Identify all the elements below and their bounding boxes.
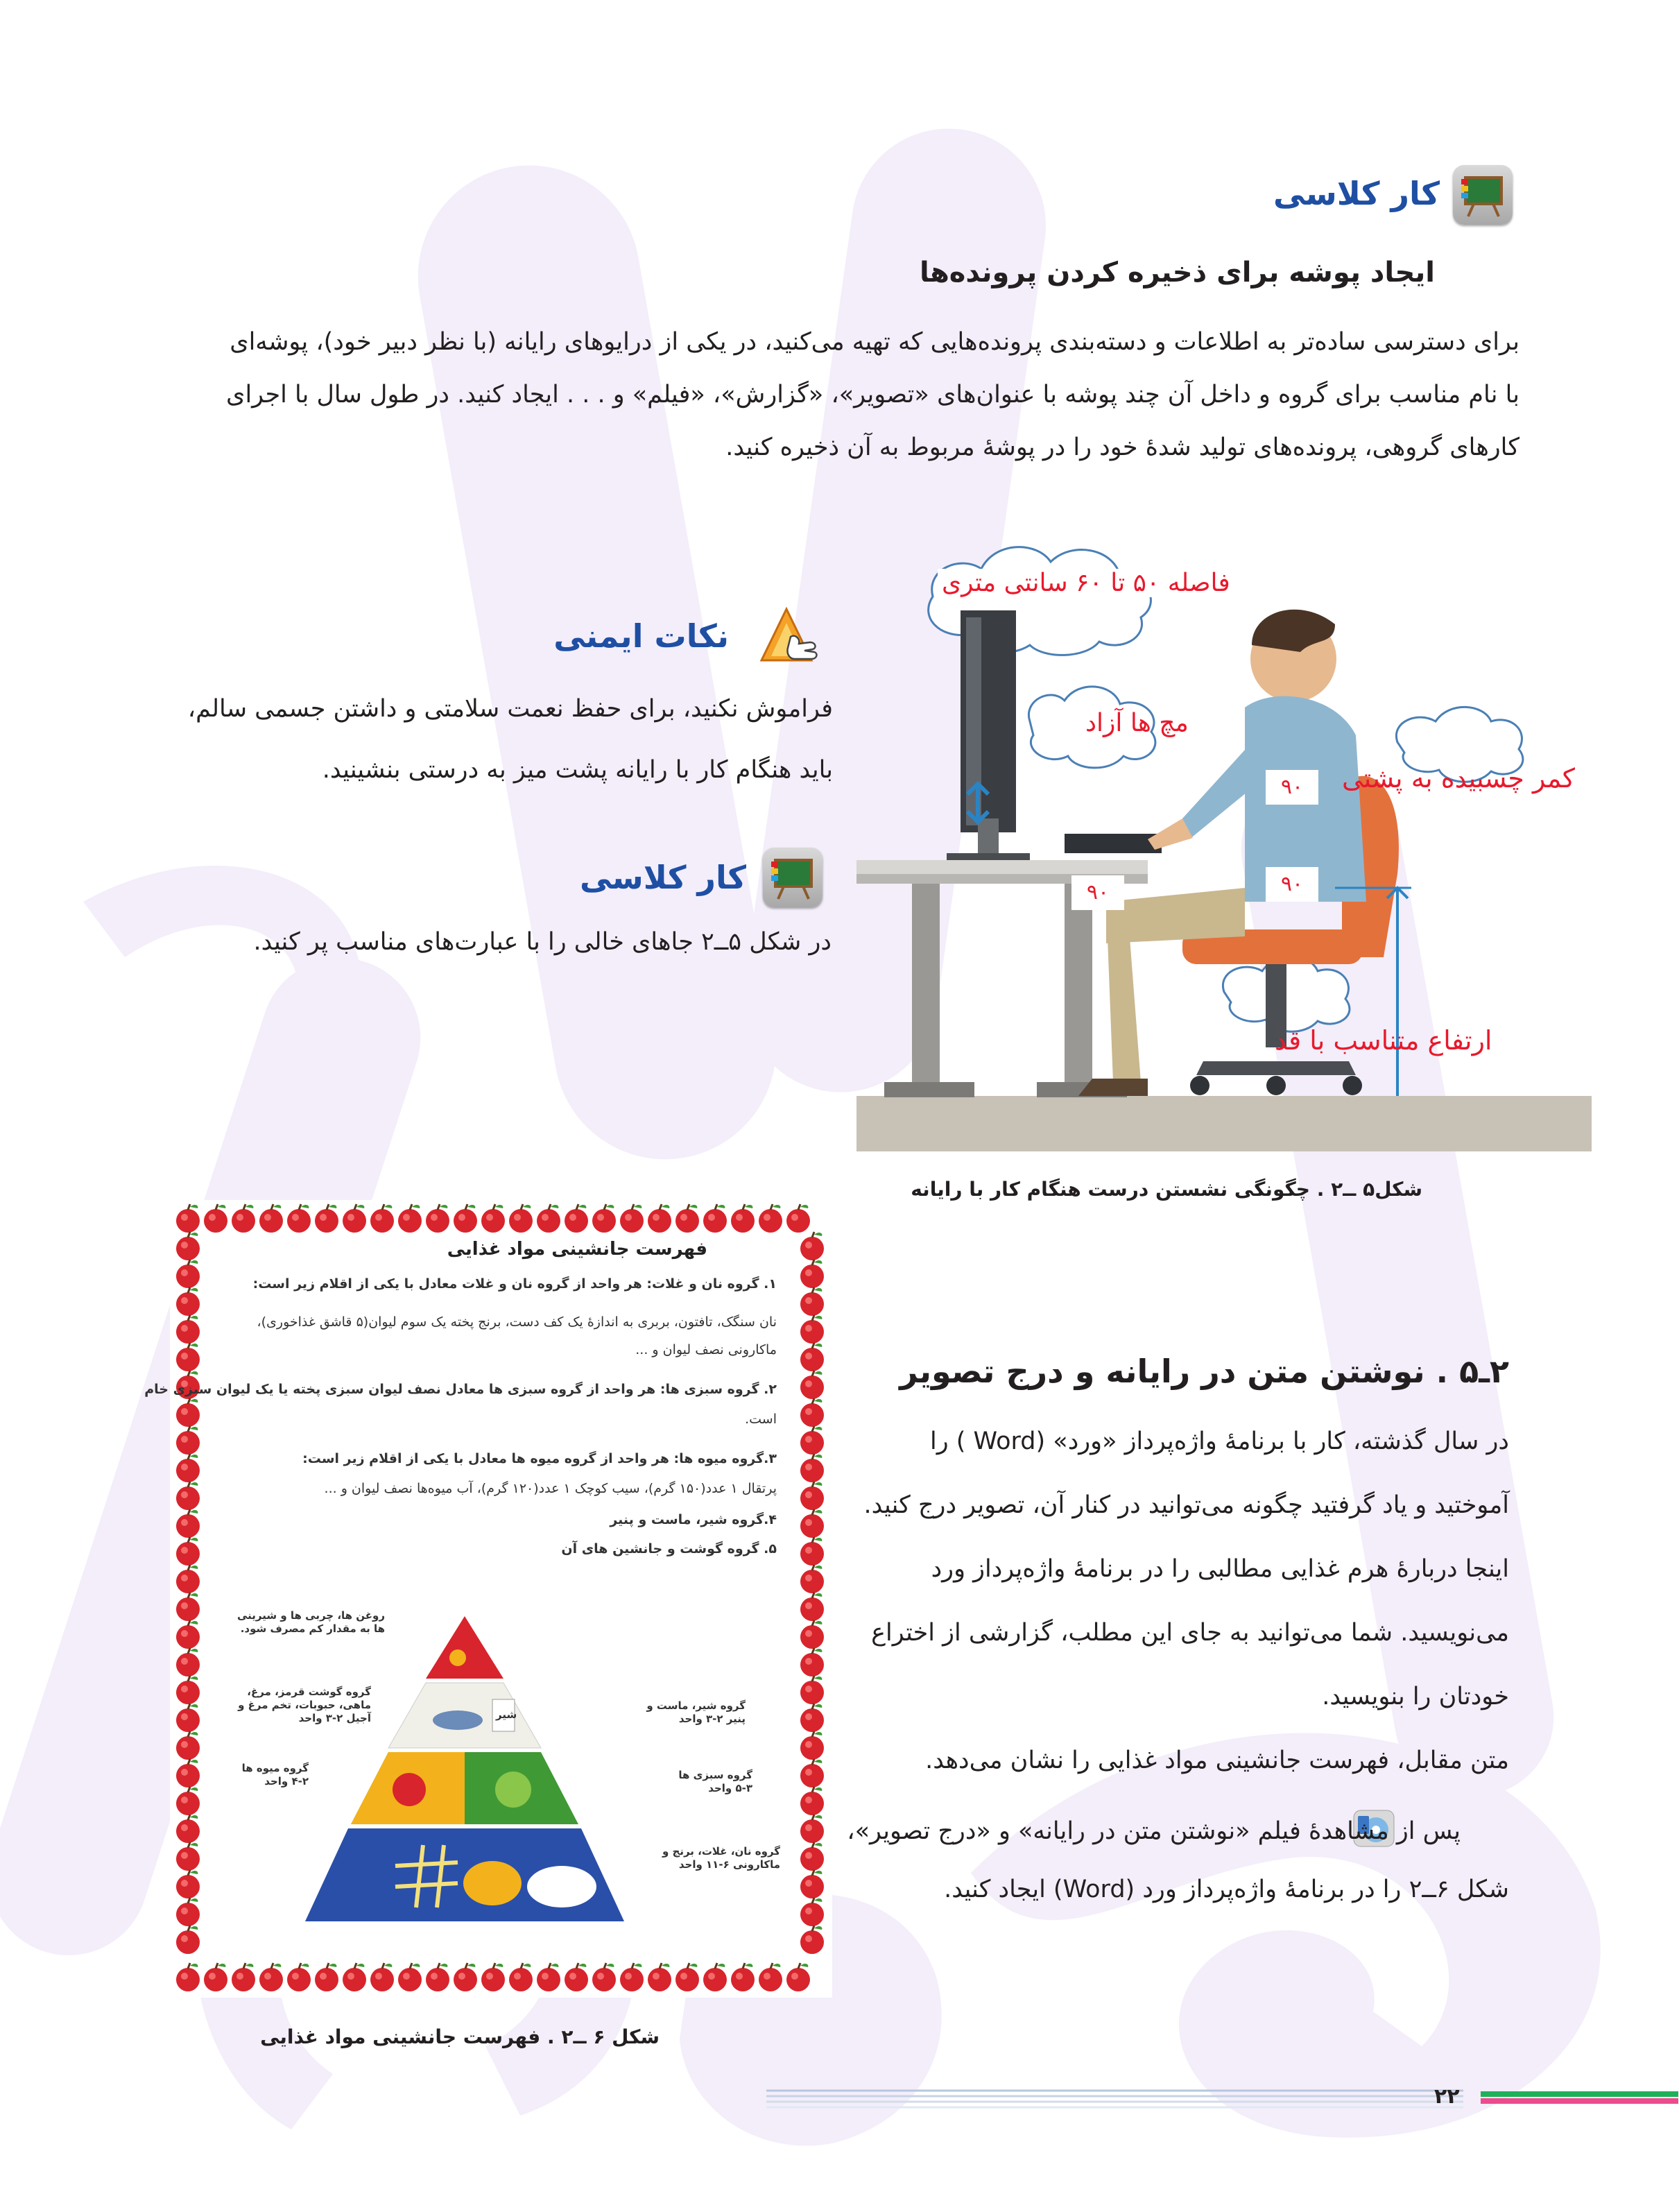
section-line: در سال گذشته، کار با برنامهٔ واژه‌پرداز «ورد» (Word ) را	[929, 1427, 1509, 1455]
section-film-instruction	[809, 1802, 1509, 1919]
safety-line: فراموش نکنید، برای حفظ نعمت سلامتی و داشتن جسمی سالم،	[187, 695, 833, 723]
pyramid-veg-label: گروه سبزی ها ۳-۵ واحد	[678, 1769, 752, 1794]
paragraph-line: کارهای گروهی، پرونده‌های تولید شدهٔ خود را در پوشهٔ مربوط به آن ذخیره کنید.	[725, 434, 1519, 461]
pyramid-dairy-label: گروه شیر، ماست و پنیر ۲-۳ واحد	[646, 1699, 746, 1725]
safety-tips-title: نکات ایمنی	[553, 617, 729, 655]
pyramid-grain-label: گروه نان، غلات، برنج و ماکارونی ۶-۱۱ واحد	[662, 1845, 780, 1871]
menu-line: ماکارونی نصف لیوان و ...	[635, 1342, 777, 1357]
height-label: ارتفاع متناسب با قد	[1275, 1025, 1492, 1056]
pyramid-milk-label: شیر	[496, 1708, 517, 1721]
menu-line: ۴.گروه شیر، ماست و پنیر	[610, 1512, 777, 1527]
section-line: پس از مشاهدهٔ فیلم «نوشتن متن در رایانه» و «درج تصویر»،	[847, 1817, 1461, 1845]
class-work-subtitle: ایجاد پوشه برای ذخیره کردن پرونده‌ها	[920, 257, 1435, 289]
angle-box: ۹۰	[1071, 875, 1124, 910]
angle-box: ۹۰	[1266, 770, 1318, 805]
safety-hand-icon	[756, 603, 825, 666]
section-body	[809, 1409, 1509, 1792]
class-work-icon	[763, 848, 823, 907]
safety-tips-text	[126, 678, 833, 800]
footer-bars	[1463, 2091, 1678, 2112]
distance-label: فاصله ۵۰ تا ۶۰ سانتی متری	[938, 569, 1234, 597]
pyramid-fats-label: روغن ها، چربی ها و شیرینی ها به مقدار کم مصرف شود.	[237, 1609, 385, 1635]
section-line: می‌نویسید. شما می‌توانید به جای این مطلب، گزارشی از اختراع	[871, 1619, 1509, 1647]
menu-title: فهرست جانشینی مواد غذایی	[447, 1239, 707, 1260]
pyramid-fruit-label: گروه میوه ها ۲-۴ واحد	[241, 1762, 309, 1787]
menu-line: پرتقال ۱ عدد(۱۵۰ گرم)، سیب کوچک ۱ عدد(۱۲۰ گرم)، آب میوه‌ها نصف لیوان و ...	[324, 1481, 777, 1496]
safety-line: باید هنگام کار با رایانه پشت میز به درستی بنشینید.	[322, 756, 833, 784]
section-title: ۲ـ۵ . نوشتن متن در رایانه و درج تصویر	[899, 1353, 1509, 1390]
menu-line: ۱. گروه نان و غلات: هر واحد از گروه نان و غلات معادل با یکی از اقلام زیر است:	[252, 1276, 777, 1292]
posture-illustration	[856, 513, 1592, 1151]
food-menu-figure	[144, 1200, 832, 1998]
class-work-2-text: در شکل ۵ــ۲ جاهای خالی را با عبارت‌های مناسب پر کنید.	[253, 928, 832, 956]
class-work-icon	[1453, 165, 1513, 225]
figure-6-caption: شکل ۶ ــ۲ . فهرست جانشینی مواد غذایی	[260, 2025, 660, 2048]
pyramid-meat-label: گروه گوشت قرمز، مرغ، ماهی، حبوبات، تخم مرغ و آجیل ۲-۳ واحد	[238, 1686, 371, 1724]
section-line: شکل ۶ــ۲ را در برنامهٔ واژه‌پرداز ورد (Word) ایجاد کنید.	[944, 1876, 1509, 1903]
class-work-2-title: کار کلاسی	[580, 859, 746, 896]
menu-line: ۲. گروه سبزی ها: هر واحد از گروه سبزی ها معادل نصف لیوان سبزی پخته یا یک لیوان سبزی خام	[144, 1382, 777, 1397]
class-work-title: کار کلاسی	[1273, 175, 1440, 212]
angle-box: ۹۰	[1266, 867, 1318, 902]
class-work-paragraph	[160, 316, 1519, 474]
figure-5-caption: شکل۵ ــ۲ . چگونگی نشستن درست هنگام کار با رایانه	[911, 1178, 1422, 1201]
section-line: اینجا دربارهٔ هرم غذایی مطالبی را در برنامهٔ واژه‌پرداز ورد	[931, 1555, 1509, 1583]
menu-line: ۵. گروه گوشت و جانشین های آن	[561, 1541, 777, 1557]
section-line: متن مقابل، فهرست جانشینی مواد غذایی را نشان می‌دهد.	[925, 1747, 1509, 1774]
paragraph-line: برای دسترسی ساده‌تر به اطلاعات و دسته‌بندی پرونده‌هایی که تهیه می‌کنید، در یکی از درایوهای رایانه (با نظر دبیر خود)، پوشه‌ای	[230, 328, 1519, 356]
menu-line: ۳.گروه میوه ها: هر واحد از گروه میوه ها معادل با یکی از اقلام زیر است:	[302, 1451, 777, 1466]
section-line: آموختید و یاد گرفتید چگونه می‌توانید در کنار آن، تصویر درج کنید.	[863, 1491, 1509, 1519]
back-label: کمر چسبیده به پشتی	[1342, 763, 1576, 794]
page-number: ۲۲	[1434, 2084, 1460, 2109]
paragraph-line: با نام مناسب برای گروه و داخل آن چند پوشه با عنوان‌های «تصویر»، «گزارش»، «فیلم» و . . . ایجاد کنید. در طول سال با اجرای	[226, 381, 1519, 409]
menu-line: نان سنگک، تافتون، بربری به اندازهٔ یک کف دست، برنج پخته یک سوم لیوان(۵ قاشق غذاخوری)،	[257, 1314, 777, 1330]
footer-light-lines	[766, 2088, 1463, 2111]
section-line: خودتان را بنویسید.	[1322, 1683, 1509, 1711]
footer-lines-svg	[1463, 2088, 1484, 2116]
menu-line: است.	[745, 1412, 777, 1427]
wrists-label: مچ ها آزاد	[1085, 709, 1189, 737]
